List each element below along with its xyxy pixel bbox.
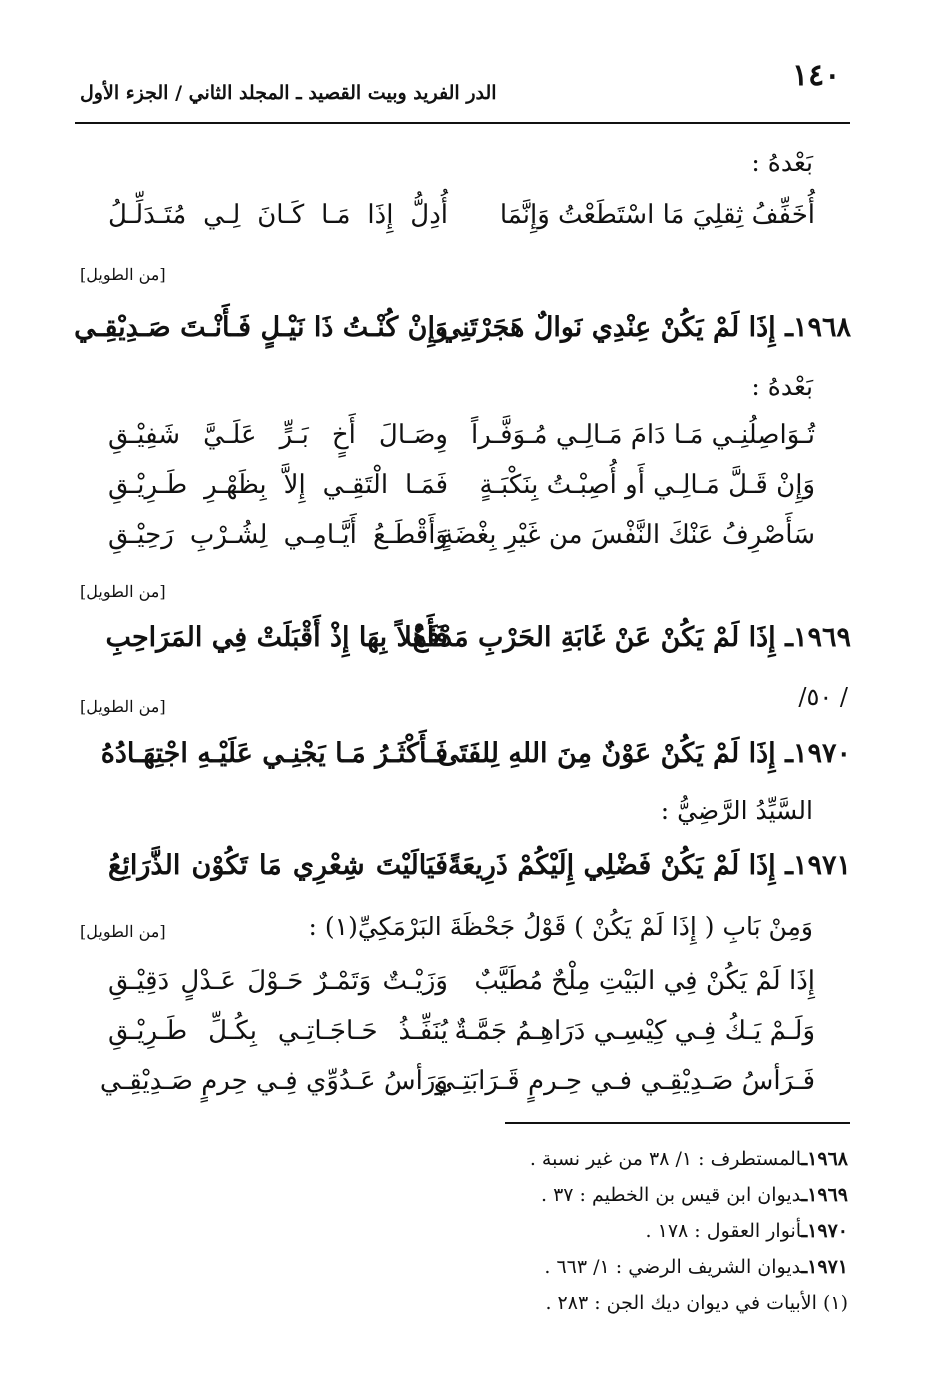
page-reference: / ٥٠/ — [798, 683, 848, 711]
verse-right-hemistich: إِذَا لَمْ يَكُنْ فَضْلِي إِلَيْكُمْ ذَرِيعَةً — [447, 850, 776, 881]
footnote-number: ١٩٦٨ـ — [801, 1148, 848, 1170]
footnote — [646, 1220, 848, 1242]
footnote-number: ١٩٧١ـ — [801, 1256, 848, 1278]
verse-right-hemistich: فَـرَأسُ صَـدِيْقِـي فـي حِـرمٍ قَـرَابَتِـي — [433, 1066, 815, 1096]
verse-number: ١٩٧٠ـ — [785, 738, 851, 769]
verse-right-hemistich: إِذَا لَمْ يَكُنْ عَوْنٌ مِنَ اللهِ لِلفَتَى — [437, 738, 776, 769]
header-rule — [75, 122, 850, 124]
numbered-verse-first — [438, 738, 851, 769]
verse-right-hemistich: أُخَفِّفُ ثِقلِيَ مَا اسْتَطَعْتُ وَإِنَّمَا — [499, 200, 815, 230]
meter-label: [من الطويل] — [80, 582, 166, 601]
verse-left-hemistich: أُدِلُّ إِذَا مَـا كَـانَ لِـي مُتَـدَلِّـلُ — [108, 200, 448, 230]
intro-line: بَعْدهُ : — [751, 148, 813, 177]
numbered-verse-first — [440, 312, 851, 343]
footnote-number: (١) — [822, 1292, 848, 1314]
running-header-title: الدر الفريد وبيت القصيد ـ المجلد الثاني / الجزء الأول — [80, 82, 497, 104]
verse-right-hemistich: سَأَصْرِفُ عَنْكَ النَّفْسَ من غَيْرِ بِغْضَةٍ — [440, 520, 815, 550]
footnote-number: ١٩٧٠ـ — [801, 1220, 848, 1242]
meter-label: [من الطويل] — [80, 922, 166, 941]
footnote-text: ديوان الشريف الرضي : ١/ ٦٦٣ . — [544, 1256, 802, 1278]
footnote — [545, 1292, 848, 1314]
verse-left-hemistich: وِصَـالَ أَخٍ بَـرٍّ عَلَـيَّ شَفِيْـقِ — [108, 420, 448, 450]
verse-right-hemistich: وَإِنْ قَـلَّ مَـالِـي أَو أُصِبْـتُ بِنَكْبَـةٍ — [479, 470, 815, 500]
verse-number: ١٩٧١ـ — [785, 850, 851, 881]
intro-line: وَمِنْ بَابِ ( إِذَا لَمْ يَكُنْ ) قَوْلُ جَحْظَةَ البَرْمَكِيِّ(١) : — [308, 912, 813, 941]
intro-line: بَعْدهُ : — [751, 372, 813, 401]
footnote — [541, 1184, 848, 1206]
verse-left-hemistich: يُنَفِّـذُ حَـاجَـاتِـي بِكُـلِّ طَـرِيْـقِ — [108, 1016, 448, 1046]
meter-label: [من الطويل] — [80, 697, 166, 716]
numbered-verse-first — [413, 622, 851, 653]
footnote — [544, 1256, 848, 1278]
numbered-verse-first — [448, 850, 851, 881]
footnote-text: ديوان ابن قيس بن الخطيم : ٣٧ . — [541, 1184, 802, 1206]
verse-left-hemistich: فَأَهْلاً بِهَا إِذْ أَقْبَلَتْ فِي المَرَاحِبِ — [105, 622, 448, 653]
verse-right-hemistich: إِذَا لَمْ يَكُنْ عَنْ غَابَةِ الحَرْبِ مَدْفَعٌ — [412, 622, 776, 653]
meter-label: [من الطويل] — [80, 265, 166, 284]
verse-right-hemistich: وَلَـمْ يَـكُ فِـي كِيْسِـي دَرَاهِـمُ جَمَّـةٌ — [454, 1016, 815, 1046]
verse-number: ١٩٦٩ـ — [785, 622, 851, 653]
verse-right-hemistich: إِذَا لَمْ يَكُنْ فِي البَيْتِ مِلْحٌ مُطَيَّبٌ — [474, 966, 815, 996]
verse-left-hemistich: فَيَالَيْتَ شِعْرِي مَا تَكُوْن الذَّرَائِعُ — [108, 850, 448, 881]
verse-right-hemistich: إِذَا لَمْ يَكُنْ عِنْدِي نَوالٌ هَجَرْتَنِي — [439, 312, 776, 343]
verse-right-hemistich: تُـوَاصِلُنِـي مَـا دَامَ مَـالِـي مُـوَفَّـراً — [470, 420, 815, 450]
verse-left-hemistich: وَرَأسُ عَـدُوِّي فِـي حِرمٍ صَـدِيْقِـي — [99, 1066, 448, 1096]
footnote-text: المستطرف : ١/ ٣٨ من غير نسبة . — [529, 1148, 802, 1170]
verse-left-hemistich: فَـأَكْثَـرُ مَـا يَجْنِـي عَلَيْـهِ اجْتِهَـادُهُ — [100, 738, 448, 769]
footnote-text: الأبيات في ديوان ديك الجن : ٢٨٣ . — [545, 1292, 817, 1314]
verse-left-hemistich: فَمَـا الْتَقِـي إِلاَّ بِظَهْـرِ طَـرِيْـقِ — [108, 470, 448, 500]
verse-left-hemistich: وَزَيْـتٌ وَتَمْـرٌ حَـوْلَ عَـدْلٍ دَقِيْـقِ — [108, 966, 448, 996]
verse-left-hemistich: وَأَقْطَـعُ أَيَّـامِـي لِشُـرْبِ رَحِيْـقِ — [108, 520, 448, 550]
intro-line: السَّيِّدُ الرَّضِيُّ : — [660, 796, 813, 825]
footnote-number: ١٩٦٩ـ — [801, 1184, 848, 1206]
page-number: ١٤٠ — [792, 58, 841, 93]
footnote-rule — [505, 1122, 850, 1124]
verse-number: ١٩٦٨ـ — [785, 312, 851, 343]
footnote-text: أنوار العقول : ١٧٨ . — [645, 1220, 802, 1242]
verse-left-hemistich: وَإِنْ كُنْـتُ ذَا نَيْـلٍ فَـأَنْـتَ صَـدِيْقِـي — [74, 312, 448, 343]
footnote — [530, 1148, 848, 1170]
